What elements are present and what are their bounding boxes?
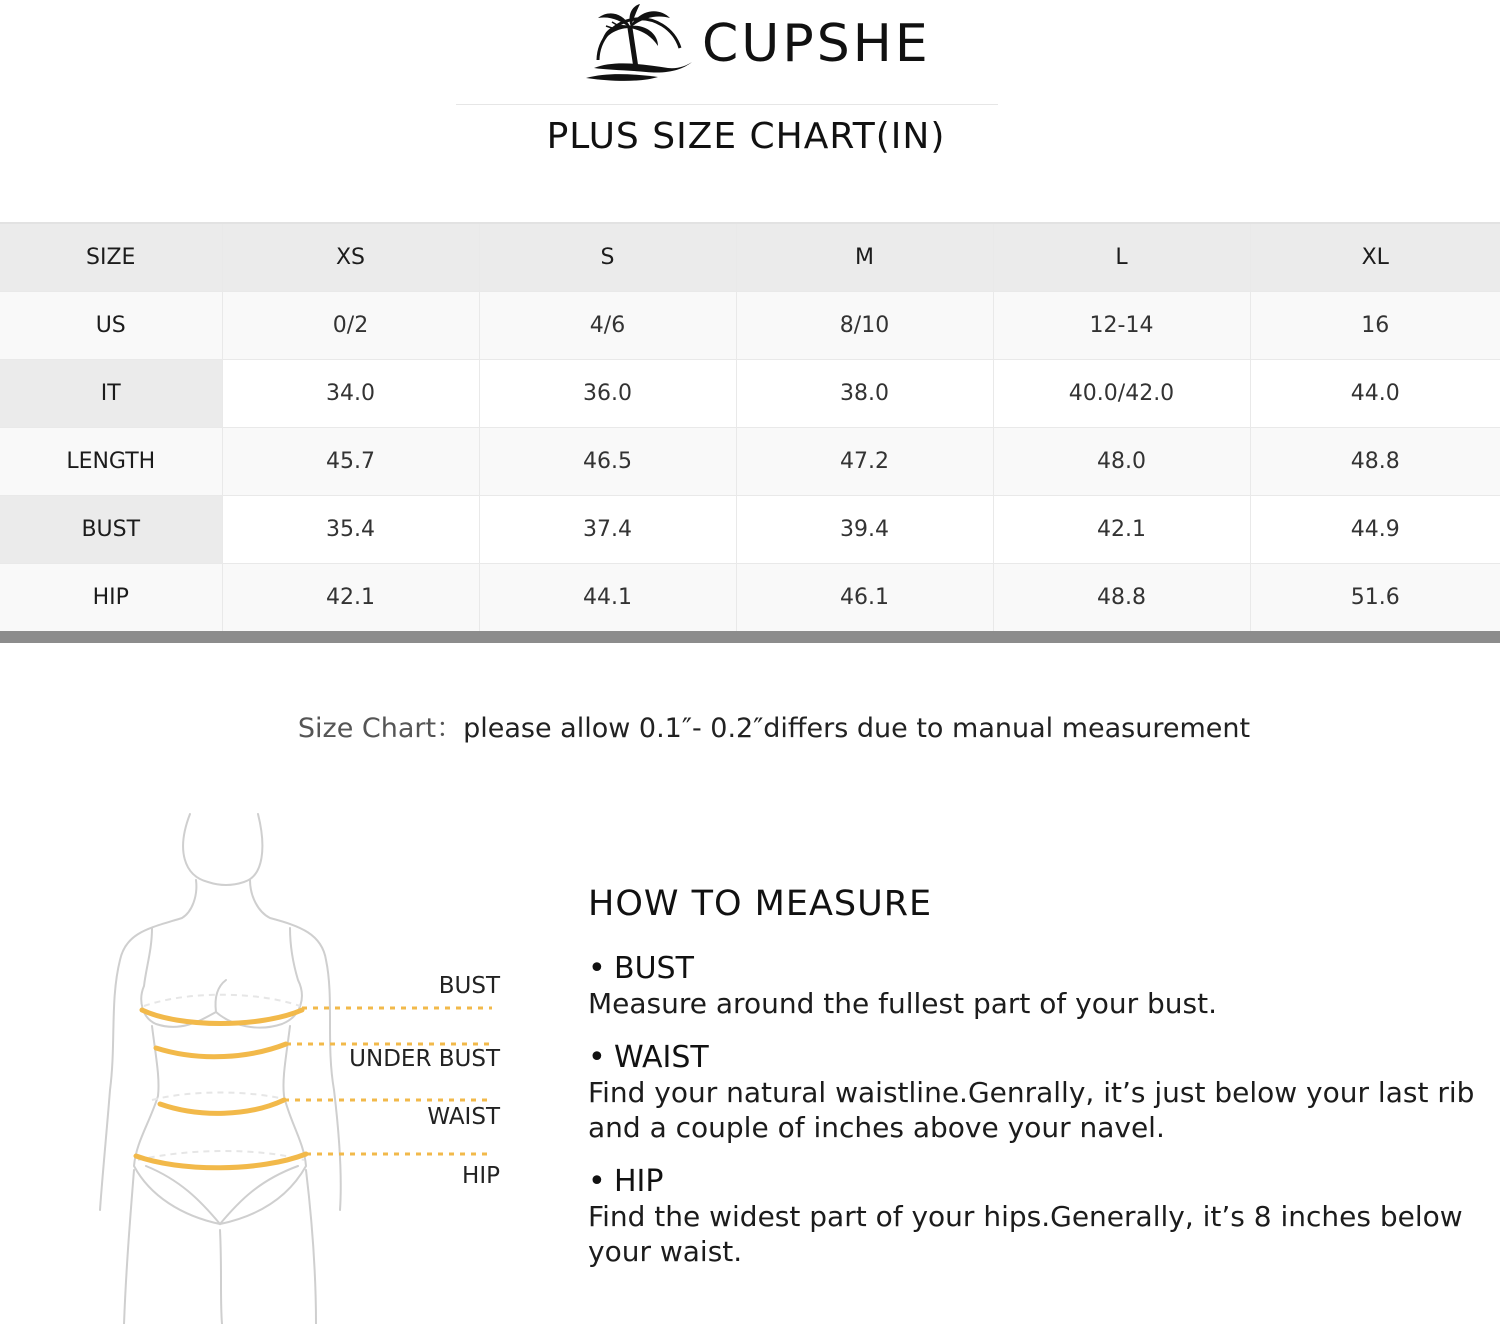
note-text: please allow 0.1″- 0.2″differs due to manual measurement xyxy=(463,713,1251,744)
header-cell: L xyxy=(993,223,1250,292)
row-label: BUST xyxy=(0,496,222,564)
table-row xyxy=(0,428,1500,496)
header-cell: XL xyxy=(1250,223,1500,292)
measure-name: BUST xyxy=(614,951,694,986)
measure-item-waist xyxy=(588,1041,1488,1145)
table-cell: 44.9 xyxy=(1250,496,1500,564)
table-cell: 40.0/42.0 xyxy=(993,360,1250,428)
table-row xyxy=(0,360,1500,428)
row-label: LENGTH xyxy=(0,428,222,496)
table-cell: 39.4 xyxy=(736,496,993,564)
table-cell: 51.6 xyxy=(1250,564,1500,638)
table-cell: 42.1 xyxy=(222,564,479,638)
measure-desc: Measure around the fullest part of your bust. xyxy=(588,987,1218,1020)
body-measurement-figure xyxy=(90,800,510,1324)
table-cell: 42.1 xyxy=(993,496,1250,564)
measure-name: WAIST xyxy=(614,1040,709,1075)
bullet-icon: • xyxy=(588,1040,606,1075)
header-cell: M xyxy=(736,223,993,292)
measure-item-bust xyxy=(588,952,1488,1021)
row-label: US xyxy=(0,292,222,360)
measure-item-hip xyxy=(588,1165,1488,1269)
table-cell: 46.1 xyxy=(736,564,993,638)
table-row xyxy=(0,292,1500,360)
table-cell: 36.0 xyxy=(479,360,736,428)
measure-desc: Find the widest part of your hips.Generally, it’s 8 inches below your waist. xyxy=(588,1200,1463,1268)
table-cell: 48.8 xyxy=(1250,428,1500,496)
table-row xyxy=(0,496,1500,564)
table-cell: 48.8 xyxy=(993,564,1250,638)
how-to-measure-section xyxy=(588,884,1488,1289)
table-cell: 8/10 xyxy=(736,292,993,360)
table-cell: 12-14 xyxy=(993,292,1250,360)
table-cell: 16 xyxy=(1250,292,1500,360)
measurement-note xyxy=(0,706,1500,745)
table-row xyxy=(0,564,1500,638)
waist-label: WAIST xyxy=(427,1104,500,1130)
table-cell: 44.0 xyxy=(1250,360,1500,428)
note-label: Size Chart： xyxy=(297,713,464,744)
table-cell: 4/6 xyxy=(479,292,736,360)
palm-tree-island-icon xyxy=(584,2,696,86)
table-header-row xyxy=(0,223,1500,292)
under-bust-label: UNDER BUST xyxy=(349,1046,500,1072)
table-cell: 48.0 xyxy=(993,428,1250,496)
header-cell: XS xyxy=(222,223,479,292)
header-cell: SIZE xyxy=(0,223,222,292)
table-cell: 46.5 xyxy=(479,428,736,496)
header-cell: S xyxy=(479,223,736,292)
table-cell: 44.1 xyxy=(479,564,736,638)
row-label: HIP xyxy=(0,564,222,638)
table-cell: 37.4 xyxy=(479,496,736,564)
bullet-icon: • xyxy=(588,951,606,986)
page-title: PLUS SIZE CHART(IN) xyxy=(546,116,946,157)
table-cell: 47.2 xyxy=(736,428,993,496)
table-cell: 0/2 xyxy=(222,292,479,360)
table-cell: 38.0 xyxy=(736,360,993,428)
table-cell: 35.4 xyxy=(222,496,479,564)
brand-name: CUPSHE xyxy=(702,14,931,74)
bullet-icon: • xyxy=(588,1164,606,1199)
measure-desc: Find your natural waistline.Genrally, it’s just below your last rib and a couple of inches above your navel. xyxy=(588,1076,1475,1144)
size-chart-table xyxy=(0,222,1500,643)
row-label: IT xyxy=(0,360,222,428)
section-title: HOW TO MEASURE xyxy=(588,884,933,924)
title-divider xyxy=(456,104,998,105)
hip-label: HIP xyxy=(462,1163,500,1189)
brand-logo xyxy=(584,2,931,86)
bust-label: BUST xyxy=(438,973,500,999)
table-cell: 45.7 xyxy=(222,428,479,496)
table-cell: 34.0 xyxy=(222,360,479,428)
measure-name: HIP xyxy=(614,1164,664,1199)
